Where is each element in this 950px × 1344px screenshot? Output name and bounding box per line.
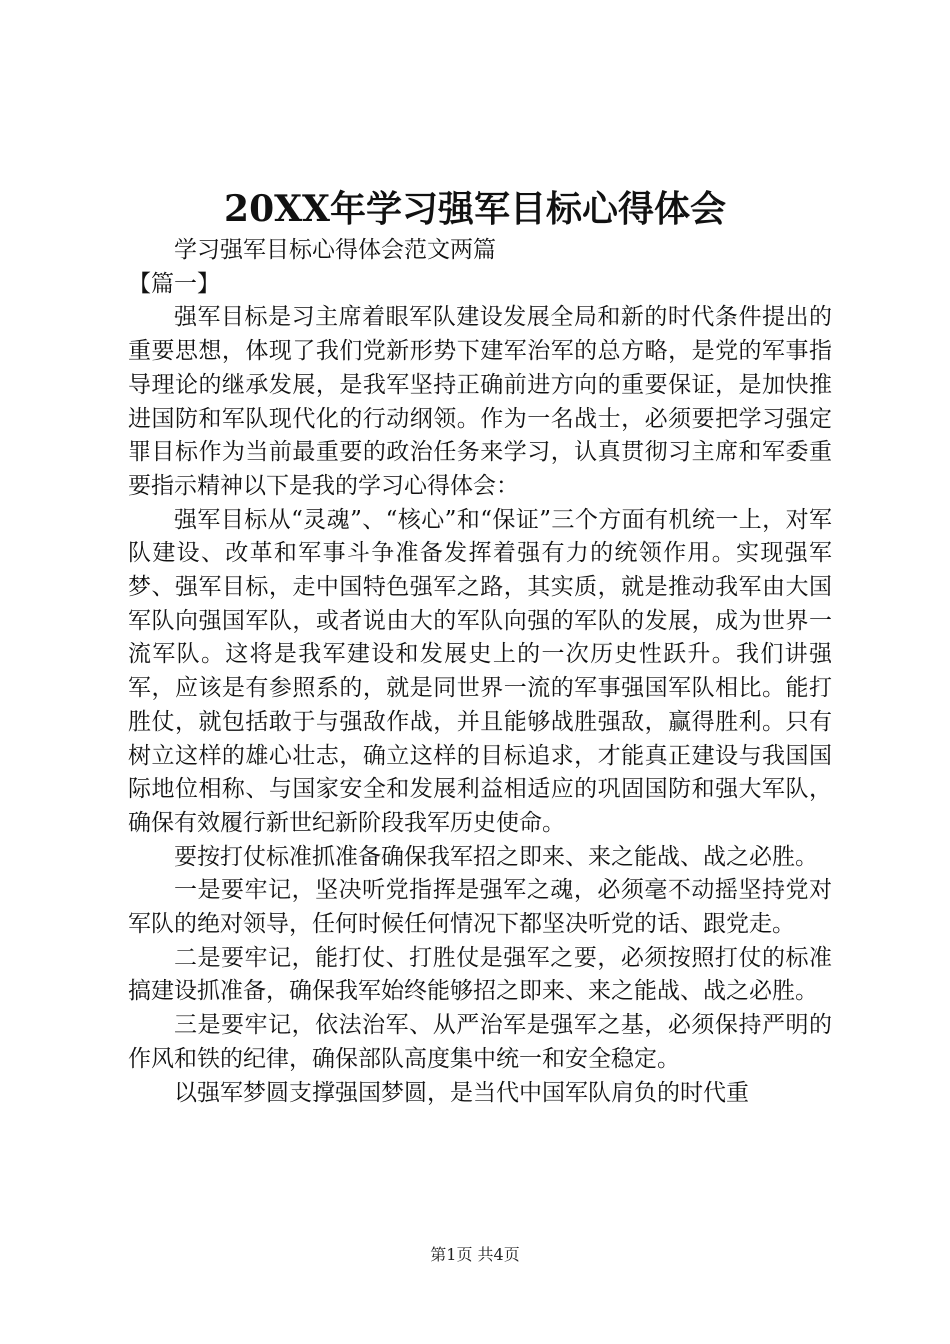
section-label: 【篇一】 — [128, 270, 220, 297]
paragraph: 以强军梦圆支撑强国梦圆，是当代中国军队肩负的时代重 — [174, 1079, 749, 1106]
paragraph: 二是要牢记，能打仗、打胜仗是强军之要，必须按照打仗的标准搞建设抓准备，确保我军始终能够招之即来、来之能战、战之必胜。 — [128, 944, 832, 1005]
paragraph: 三是要牢记，依法治军、从严治军是强军之基，必须保持严明的作风和铁的纪律，确保部队高度集中统一和安全稳定。 — [128, 1012, 832, 1072]
document-subtitle: 学习强军目标心得体会范文两篇 — [174, 237, 496, 263]
paragraph: 一是要牢记，坚决听党指挥是强军之魂，必须毫不动摇坚持党对军队的绝对领导，任何时候任何情况下都坚决听党的话、跟党走。 — [128, 877, 832, 938]
paragraph: 强军目标从“灵魂”、“核心”和“保证”三个方面有机统一上，对军队建设、改革和军事斗争准备发挥着强有力的统领作用。实现强军梦、强军目标，走中国特色强军之路，其实质，就是推动我军由大国军队向强国军队，或者说由大的军队向强的军队的发展，成为世界一流军队。这将是我军建设和发展史上的一次历史性跃升。我们讲强军，应该是有参照系的，就是同世界一流的军事强国军队相比。能打胜仗，就包括敢于与强敌作战，并且能够战胜强敌，赢得胜利。只有树立这样的雄心壮志，确立这样的目标追求，才能真正建设与我国国际地位相称、与国家安全和发展利益相适应的巩固国防和强大军队，确保有效履行新世纪新阶段我军历史使命。 — [128, 506, 832, 836]
page-indicator: 第1页 共4页 — [430, 1245, 520, 1264]
document-body — [128, 234, 832, 1110]
paragraph: 强军目标是习主席着眼军队建设发展全局和新的时代条件提出的重要思想，体现了我们党新形势下建军治军的总方略，是党的军事指导理论的继承发展，是我军坚持正确前进方向的重要保证，是加快推进国防和军队现代化的行动纲领。作为一名战士，必须要把学习强定罪目标作为当前最重要的政治任务来学习，认真贯彻习主席和军委重要指示精神以下是我的学习心得体会： — [128, 304, 832, 499]
page-title: 20XX年学习强军目标心得体会 — [224, 188, 726, 230]
paragraph: 要按打仗标准抓准备确保我军招之即来、来之能战、战之必胜。 — [174, 843, 818, 870]
